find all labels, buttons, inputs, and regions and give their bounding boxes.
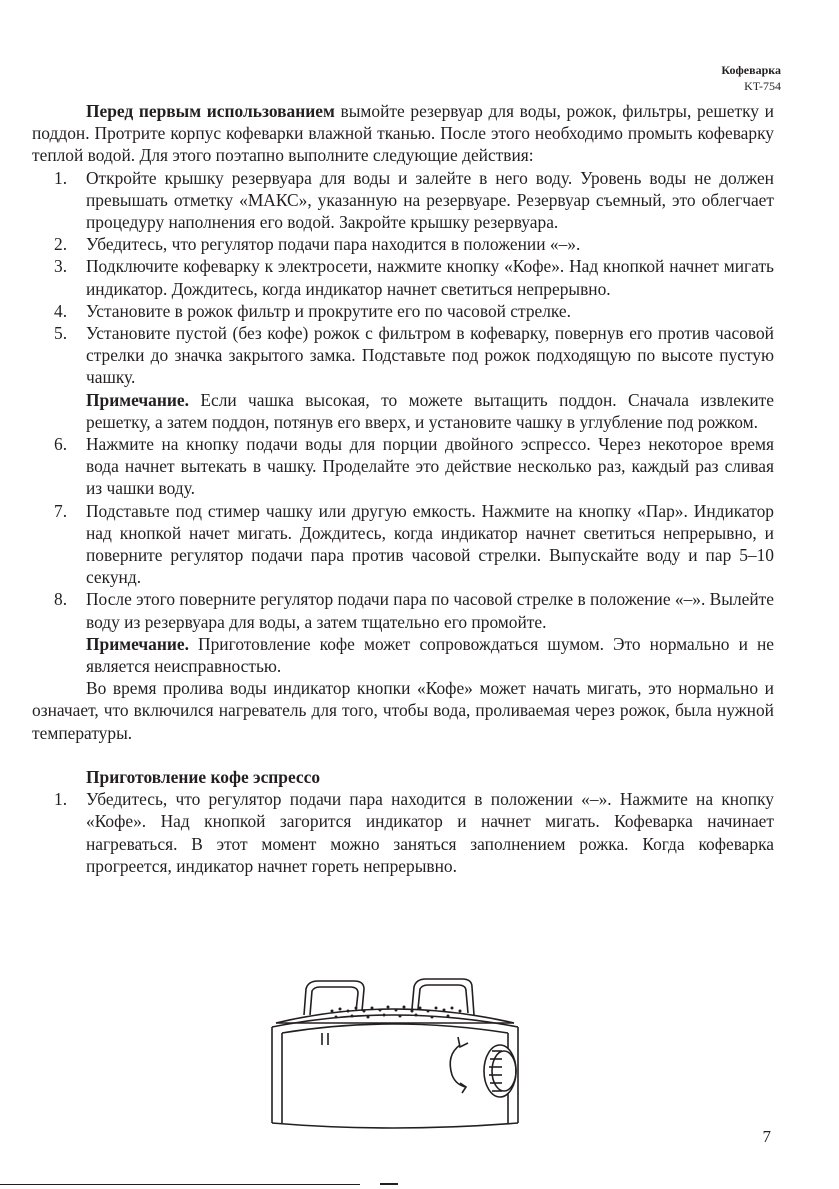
step-number: 4.	[54, 300, 68, 321]
header-model: KT-754	[744, 79, 781, 93]
note-label: Примечание.	[86, 389, 189, 410]
note	[86, 389, 774, 433]
intro-bold: Перед первым использованием	[86, 101, 335, 121]
step-text: Убедитесь, что регулятор подачи пара находится в положении «–».	[86, 234, 581, 255]
page-number: 7	[762, 1127, 771, 1146]
step-text: Установите в рожок фильтр и прокрутите его по часовой стрелке.	[86, 300, 571, 321]
footer-mark	[380, 1183, 398, 1185]
step-text: Подключите кофеварку к электросети, нажмите кнопку «Кофе». Над кнопкой начнет мигать индикатор. Дождитесь, когда индикатор начнет светиться непрерывно.	[86, 256, 774, 299]
step-number: 5.	[54, 323, 68, 344]
step-number: 1.	[54, 167, 68, 188]
list-item	[32, 433, 774, 500]
note-label: Примечание.	[86, 633, 189, 654]
rotation-arrow-icon	[450, 1045, 466, 1087]
note-text: Если чашка высокая, то можете вытащить поддон. Сначала извлеките решетку, а затем поддон, потянув его вверх, и установите чашку в углубление под рожком.	[86, 389, 774, 432]
section-title: Приготовление кофе эспрессо	[86, 766, 321, 787]
step-number: 2.	[54, 234, 68, 255]
step-number: 8.	[54, 589, 68, 610]
header-title: Кофеварка	[721, 63, 781, 77]
note-text: Приготовление кофе может сопровождаться шумом. Это нормально и не является неисправностью.	[86, 633, 774, 677]
page-content	[32, 100, 774, 877]
espresso-steps	[32, 788, 774, 877]
closing-paragraph: Во время пролива воды индикатор кнопки «Кофе» может начать мигать, это нормально и означает, что включился нагреватель для того, чтобы вода, проливаемая через рожок, была нужной температуры.	[32, 678, 774, 743]
note	[86, 633, 774, 677]
step-text: Установите пустой (без кофе) рожок с фильтром в кофеварку, повернув его против часовой стрелки до значка закрытого замка. Подставьте под рожок подходящую по высоте пустую чашку.	[86, 323, 774, 388]
first-use-steps	[32, 167, 774, 678]
list-item	[32, 588, 774, 677]
step-text: После этого поверните регулятор подачи пара по часовой стрелке в положение «–». Вылейте воду из резервуара для воды, а затем тщательно его промойте.	[86, 589, 774, 632]
list-item	[32, 255, 774, 299]
step-text: Откройте крышку резервуара для воды и залейте в него воду. Уровень воды не должен превышать отметку «МАКС», указанную на резервуаре. Резервуар съемный, это облегчает процедуру наполнения его водой. Закройте крышку резервуара.	[86, 167, 774, 233]
intro-text: вымойте резервуар для воды, рожок, фильтры, решетку и поддон. Протрите корпус кофеварки влажной тканью. После этого необходимо промыть кофеварку теплой водой. Для этого поэтапно выполните следующие действия:	[32, 101, 774, 166]
coffee-maker-illustration	[262, 975, 532, 1135]
step-text: Нажмите на кнопку подачи воды для порции двойного эспрессо. Через некоторое время вода начнет вытекать в чашку. Проделайте это действие несколько раз, каждый раз сливая из чашки воду.	[86, 434, 774, 499]
step-text: Подставьте под стимер чашку или другую емкость. Нажмите на кнопку «Пар». Индикатор над кнопкой начет мигать. Дождитесь, когда индикатор начнет светиться непрерывно, и поверните регулятор подачи пара против часовой стрелки. Выпускайте воду и пар 5–10 секунд.	[86, 500, 774, 588]
list-item	[32, 500, 774, 589]
list-item	[32, 167, 774, 234]
list-item	[32, 233, 774, 255]
step-text: Убедитесь, что регулятор подачи пара находится в положении «–». Нажмите на кнопку «Кофе». Над кнопкой загорится индикатор и начнет мигать. Кофеварка начинает нагреваться. В этот момент можно заняться заполнением рожка. Когда кофеварка прогреется, индикатор начнет гореть непрерывно.	[86, 789, 774, 876]
list-item	[32, 788, 774, 877]
list-item	[32, 300, 774, 322]
list-item	[32, 322, 774, 433]
step-number: 3.	[54, 256, 68, 277]
step-number: 1.	[54, 789, 68, 810]
intro-paragraph	[32, 100, 774, 167]
step-number: 7.	[54, 500, 68, 521]
page-header	[721, 62, 781, 94]
footer-rule	[0, 1184, 360, 1185]
step-number: 6.	[54, 434, 68, 455]
